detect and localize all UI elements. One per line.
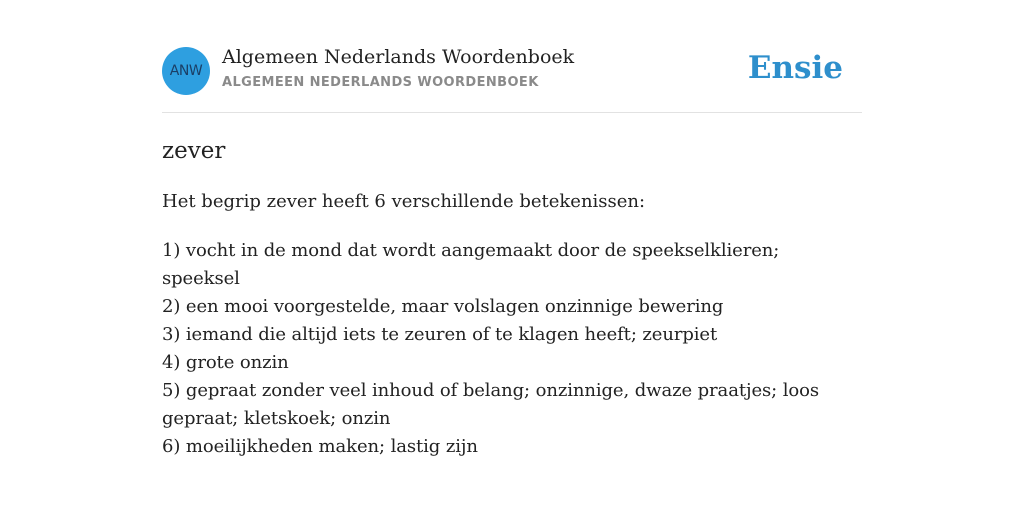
source-subtitle: ALGEMEEN NEDERLANDS WOORDENBOEK xyxy=(222,75,539,90)
entry-word: zever xyxy=(162,138,226,164)
meaning-item: 6) moeilijkheden maken; lastig zijn xyxy=(162,436,478,457)
meaning-item: 2) een mooi voorgestelde, maar volslagen onzinnige bewering xyxy=(162,296,724,317)
anw-logo[interactable] xyxy=(162,47,210,95)
meaning-item: 5) gepraat zonder veel inhoud of belang; onzinnige, dwaze praatjes; loos gepraat; kletskoek; onzin xyxy=(162,380,819,429)
page-container xyxy=(162,0,862,457)
meanings-list xyxy=(162,237,862,461)
ensie-brand-logo[interactable]: Ensie xyxy=(747,50,843,86)
entry-intro: Het begrip zever heeft 6 verschillende betekenissen: xyxy=(162,191,646,212)
source-header xyxy=(162,0,862,113)
meaning-item: 1) vocht in de mond dat wordt aangemaakt door de speekselklieren; speeksel xyxy=(162,240,780,289)
source-title[interactable]: Algemeen Nederlands Woordenboek xyxy=(222,46,575,68)
logo-text: ANW xyxy=(169,63,203,79)
meaning-item: 3) iemand die altijd iets te zeuren of te klagen heeft; zeurpiet xyxy=(162,324,718,345)
meaning-item: 4) grote onzin xyxy=(162,352,289,373)
